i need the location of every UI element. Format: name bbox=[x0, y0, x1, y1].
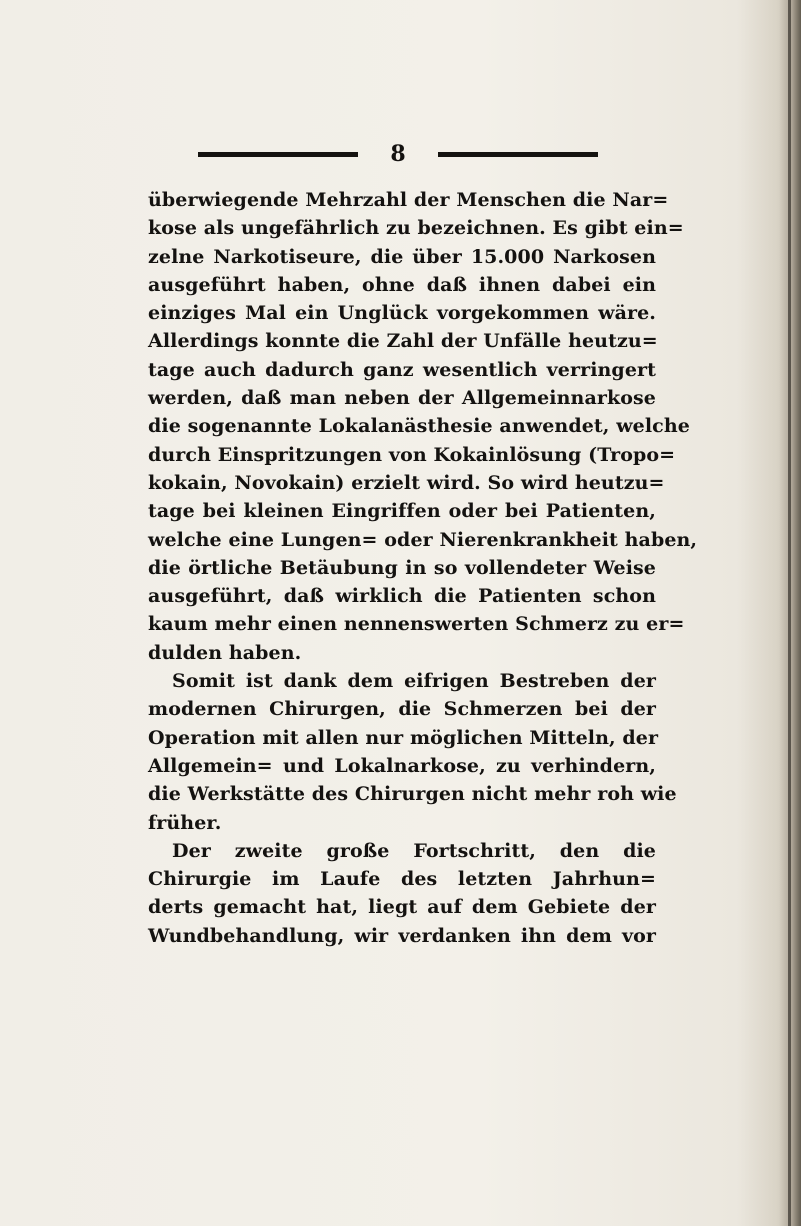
text-line: durch Einspritzungen von Kokainlösung (Tropo= bbox=[148, 443, 676, 466]
text-line: zelne Narkotiseure, die über 15.000 Narkosen bbox=[148, 245, 656, 268]
page-edge-line bbox=[788, 0, 791, 1226]
text-line: ausgeführt haben, ohne daß ihnen dabei ein bbox=[148, 273, 656, 296]
text-line: Allerdings konnte die Zahl der Unfälle heutzu= bbox=[148, 330, 658, 353]
text-line: Der zweite große Fortschritt, den die bbox=[172, 839, 656, 862]
text-line: Chirurgie im Laufe des letzten Jahrhun= bbox=[148, 868, 656, 891]
text-line: Somit ist dank dem eifrigen Bestreben der bbox=[172, 670, 656, 693]
text-line: derts gemacht hat, liegt auf dem Gebiete der bbox=[148, 896, 656, 919]
header-rule-left bbox=[198, 152, 358, 157]
text-line: ausgeführt, daß wirklich die Patienten schon bbox=[148, 585, 656, 608]
text-line: werden, daß man neben der Allgemeinnarkose bbox=[148, 387, 656, 410]
text-line: modernen Chirurgen, die Schmerzen bei der bbox=[148, 698, 656, 721]
text-line: Operation mit allen nur möglichen Mitteln, der bbox=[148, 726, 659, 749]
text-line: tage bei kleinen Eingriffen oder bei Patienten, bbox=[148, 500, 656, 523]
text-line: einziges Mal ein Unglück vorgekommen wäre. bbox=[148, 302, 656, 325]
text-line: Allgemein= und Lokalnarkose, zu verhindern, bbox=[148, 754, 656, 777]
text-line: Wundbehandlung, wir verdanken ihn dem vor bbox=[148, 924, 656, 947]
header-rule-right bbox=[438, 152, 598, 157]
text-line: die sogenannte Lokalanästhesie anwendet, welche bbox=[148, 415, 690, 438]
text-line: welche eine Lungen= oder Nierenkrankheit haben, bbox=[148, 528, 698, 551]
text-line: die örtliche Betäubung in so vollendeter Weise bbox=[148, 556, 656, 579]
text-line: kaum mehr einen nennenswerten Schmerz zu er= bbox=[148, 613, 685, 636]
text-line: kokain, Novokain) erzielt wird. So wird heutzu= bbox=[148, 471, 665, 494]
text-line: dulden haben. bbox=[148, 641, 302, 664]
text-line: die Werkstätte des Chirurgen nicht mehr roh wie bbox=[148, 783, 677, 806]
text-line: tage auch dadurch ganz wesentlich verringert bbox=[148, 358, 656, 381]
text-line: kose als ungefährlich zu bezeichnen. Es gibt ein= bbox=[148, 217, 684, 240]
body-text bbox=[148, 186, 698, 950]
page-header bbox=[198, 140, 596, 170]
text-line: früher. bbox=[148, 811, 222, 834]
text-line: überwiegende Mehrzahl der Menschen die Nar= bbox=[148, 189, 669, 211]
page-number: 8 bbox=[390, 141, 406, 167]
